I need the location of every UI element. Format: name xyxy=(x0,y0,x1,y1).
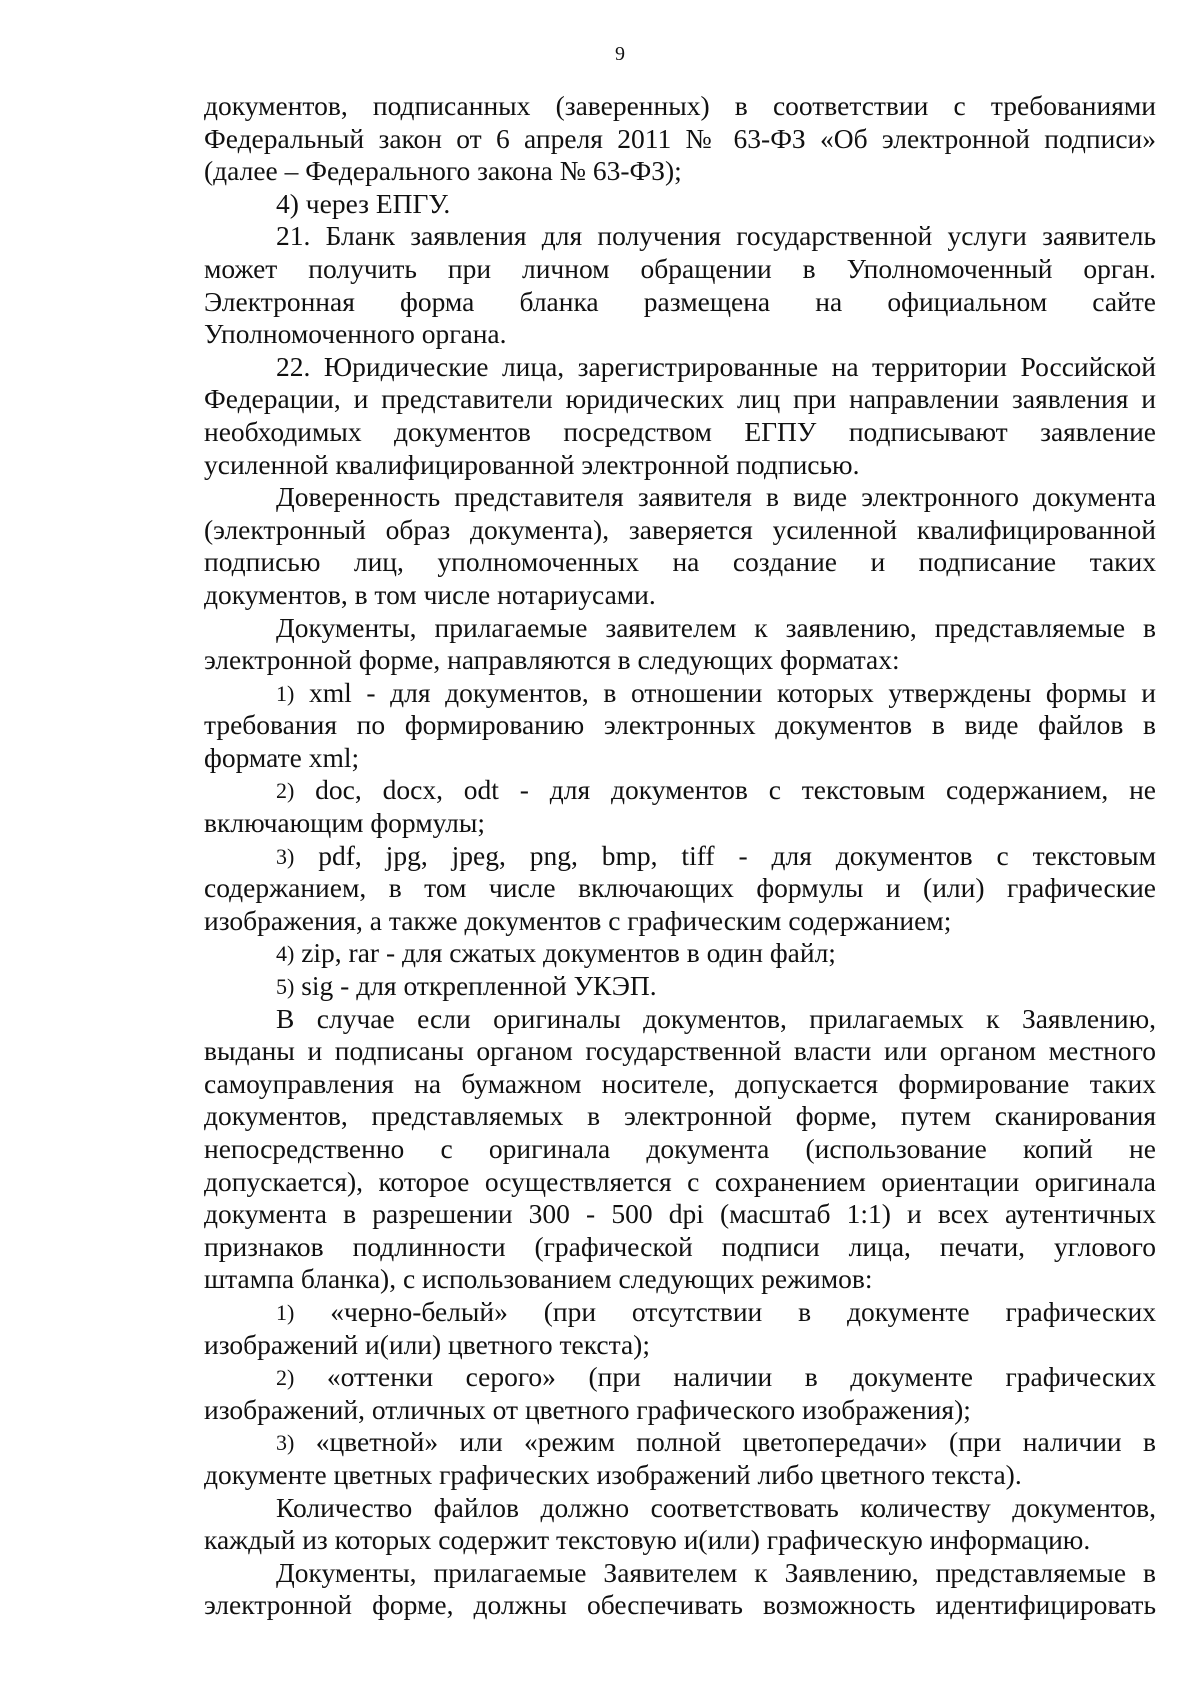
text-line xyxy=(204,1361,1156,1394)
line-text: документов, подписанных (заверенных) в соответствии с требованиями xyxy=(204,90,1156,121)
line-text: может получить при личном обращении в Уполномоченный орган. xyxy=(204,252,1156,284)
line-text: Федерации, и представители юридических лиц при направлении заявления и xyxy=(204,383,1156,415)
line-text: В случае если оригиналы документов, прилагаемых к Заявлению, xyxy=(276,1002,1156,1034)
text-line xyxy=(204,579,1156,612)
list-item-number: 3) xyxy=(276,843,295,869)
line-text: непосредственно с оригинала документа (использование копий не xyxy=(204,1133,1156,1164)
line-text: подписью лиц, уполномоченных на создание и подписание таких xyxy=(204,546,1156,578)
line-text: «черно-белый» (при отсутствии в документе графических xyxy=(294,1295,1156,1327)
text-line xyxy=(204,644,1156,677)
text-line xyxy=(204,970,1156,1003)
text-line xyxy=(204,286,1156,319)
line-text: электронной форме, направляются в следующих форматах: xyxy=(204,644,900,676)
text-line xyxy=(204,1329,1156,1362)
text-line xyxy=(204,1589,1156,1622)
text-line xyxy=(204,1068,1156,1101)
list-item-number: 4) xyxy=(276,941,295,967)
line-text: Федеральный закон от 6 апреля 2011 № 63-ФЗ «Об электронной подписи» xyxy=(204,122,1156,154)
line-text: включающим формулы; xyxy=(204,807,486,839)
text-line xyxy=(204,742,1156,775)
text-line xyxy=(204,1133,1156,1166)
text-line xyxy=(204,1166,1156,1199)
text-line xyxy=(204,677,1156,710)
text-line xyxy=(204,612,1156,645)
text-line xyxy=(204,872,1156,905)
text-line xyxy=(204,1198,1156,1231)
line-text: sig - для открепленной УКЭП. xyxy=(294,970,657,1002)
text-line xyxy=(204,1524,1156,1557)
line-text: документов, представляемых в электронной форме, путем сканирования xyxy=(204,1100,1156,1132)
list-item-number: 1) xyxy=(276,1299,295,1325)
line-text: «оттенки серого» (при наличии в документе графических xyxy=(294,1361,1156,1393)
line-text: Электронная форма бланка размещена на официальном сайте xyxy=(204,285,1156,317)
text-line xyxy=(204,253,1156,286)
line-text: самоуправления на бумажном носителе, допускается формирование таких xyxy=(204,1067,1156,1099)
line-text: признаков подлинности (графической подписи лица, печати, углового xyxy=(204,1230,1156,1262)
text-line xyxy=(204,449,1156,482)
line-text: каждый из которых содержит текстовую и(или) графическую информацию. xyxy=(204,1524,1091,1556)
text-line xyxy=(204,807,1156,840)
text-line xyxy=(204,1231,1156,1264)
line-text: изображения, а также документов с графическим содержанием; xyxy=(204,904,952,936)
text-line xyxy=(204,1003,1156,1036)
line-text: Уполномоченного органа. xyxy=(204,318,507,350)
list-item-number: 1) xyxy=(276,680,295,706)
text-line xyxy=(204,416,1156,449)
page-number: 9 xyxy=(615,43,625,65)
line-text: формате xml; xyxy=(204,741,360,773)
line-text: электронной форме, должны обеспечивать возможность идентифицировать xyxy=(204,1589,1156,1621)
line-text: doc, docx, odt - для документов с текстовым содержанием, не xyxy=(294,774,1156,806)
text-line xyxy=(204,840,1156,873)
line-text: штампа бланка), с использованием следующих режимов: xyxy=(204,1263,873,1295)
list-item-number: 5) xyxy=(276,974,295,1000)
line-text: допускается), которое осуществляется с сохранением ориентации оригинала xyxy=(204,1165,1156,1197)
line-text: усиленной квалифицированной электронной подписью. xyxy=(204,448,860,480)
text-line xyxy=(204,220,1156,253)
list-item-number: 3) xyxy=(276,1430,295,1456)
list-item-number: 2) xyxy=(276,1365,295,1391)
line-text: необходимых документов посредством ЕГПУ подписывают заявление xyxy=(204,415,1156,447)
line-text: 4) через ЕПГУ. xyxy=(276,187,451,219)
text-line xyxy=(204,937,1156,970)
text-line xyxy=(204,1557,1156,1590)
line-text: 22. Юридические лица, зарегистрированные на территории Российской xyxy=(276,350,1156,382)
line-text: Количество файлов должно соответствовать количеству документов, xyxy=(276,1491,1156,1523)
text-line xyxy=(204,351,1156,384)
text-line xyxy=(204,1263,1156,1296)
text-line xyxy=(204,1394,1156,1427)
text-line xyxy=(204,514,1156,547)
line-text: (далее – Федерального закона № 63-ФЗ); xyxy=(204,155,682,187)
line-text: pdf, jpg, jpeg, png, bmp, tiff - для документов с текстовым xyxy=(294,839,1156,871)
line-text: содержанием, в том числе включающих формулы и (или) графические xyxy=(204,872,1156,904)
line-text: выданы и подписаны органом государственной власти или органом местного xyxy=(204,1035,1156,1067)
text-line xyxy=(204,155,1156,188)
text-line xyxy=(204,123,1156,156)
line-text: Документы, прилагаемые заявителем к заявлению, представляемые в xyxy=(276,611,1156,643)
line-text: изображений, отличных от цветного графического изображения); xyxy=(204,1393,971,1425)
text-line xyxy=(204,383,1156,416)
text-line xyxy=(204,1296,1156,1329)
line-text: документов, в том числе нотариусами. xyxy=(204,578,656,610)
line-text: требования по формированию электронных документов в виде файлов в xyxy=(204,709,1156,741)
line-text: документа в разрешении 300 - 500 dpi (масштаб 1:1) и всех аутентичных xyxy=(204,1198,1156,1230)
line-text: «цветной» или «режим полной цветопередачи» (при наличии в xyxy=(294,1426,1156,1458)
line-text: (электронный образ документа), заверяется усиленной квалифицированной xyxy=(204,513,1156,545)
text-line xyxy=(204,1100,1156,1133)
line-text: xml - для документов, в отношении которых утверждены формы и xyxy=(294,676,1156,708)
text-line xyxy=(204,905,1156,938)
text-line xyxy=(204,546,1156,579)
line-text: Документы, прилагаемые Заявителем к Заявлению, представляемые в xyxy=(276,1556,1156,1588)
text-line xyxy=(204,318,1156,351)
text-line xyxy=(204,1035,1156,1068)
line-text: Доверенность представителя заявителя в виде электронного документа xyxy=(276,481,1156,513)
line-text: 21. Бланк заявления для получения государственной услуги заявитель xyxy=(276,220,1156,252)
line-text: zip, rar - для сжатых документов в один файл; xyxy=(294,937,836,969)
text-line xyxy=(204,1459,1156,1492)
text-line xyxy=(204,709,1156,742)
text-line xyxy=(204,1492,1156,1525)
line-text: документе цветных графических изображений либо цветного текста). xyxy=(204,1458,1022,1490)
text-line xyxy=(204,1426,1156,1459)
line-text: изображений и(или) цветного текста); xyxy=(204,1328,650,1360)
list-item-number: 2) xyxy=(276,778,295,804)
text-line xyxy=(204,774,1156,807)
document-body xyxy=(204,90,1156,1622)
text-line xyxy=(204,481,1156,514)
text-line xyxy=(204,188,1156,221)
text-line xyxy=(204,90,1156,123)
